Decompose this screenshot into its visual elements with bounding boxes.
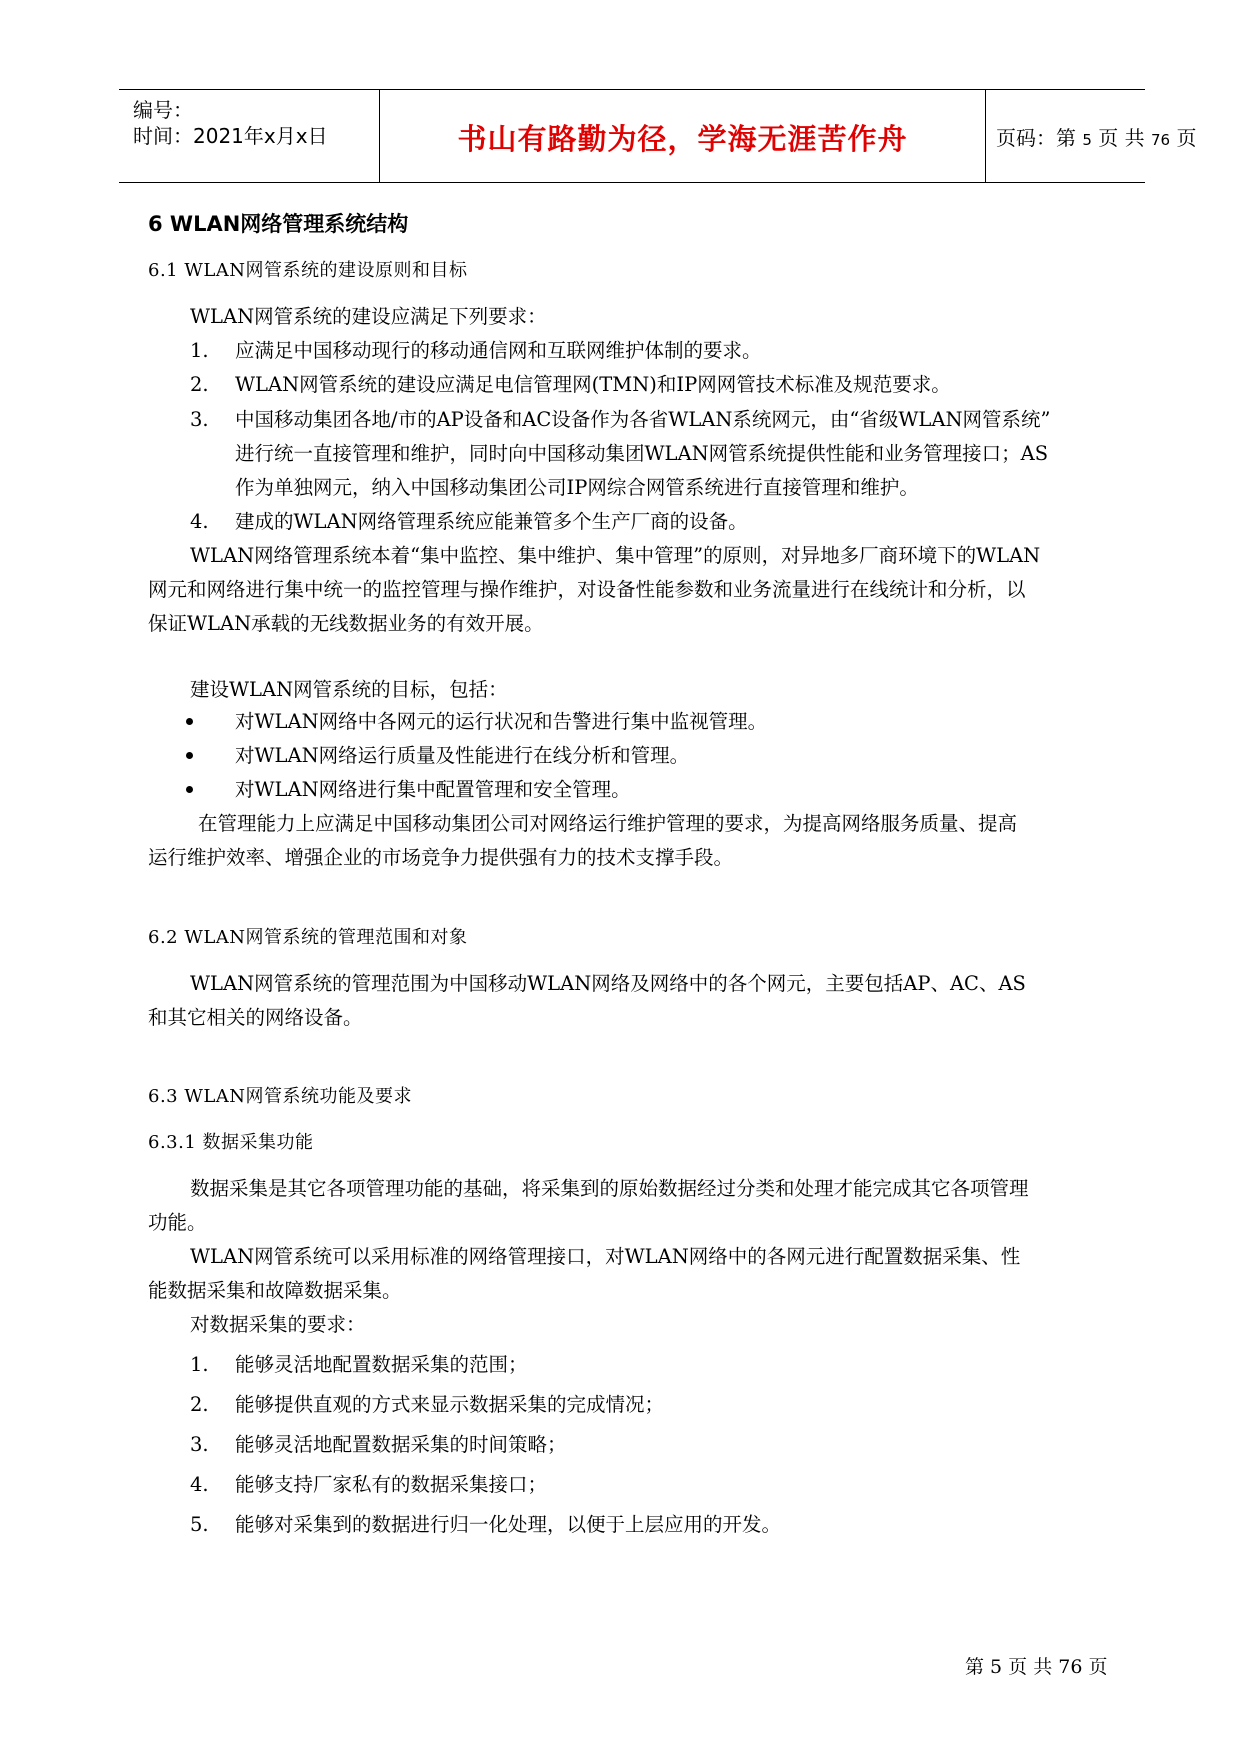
paragraph-line: 数据采集是其它各项管理功能的基础，将采集到的原始数据经过分类和处理才能完成其它各项管理 [190,1177,1029,1200]
list-item-number: 4. [190,510,209,533]
list-item-text: 能够灵活地配置数据采集的范围； [235,1353,528,1376]
list-item-text: 能够支持厂家私有的数据采集接口； [235,1473,548,1496]
document-time-label: 时间：2021年x月x日 [133,124,328,148]
list-item-text: 能够对采集到的数据进行归一化处理，以便于上层应用的开发。 [235,1513,782,1536]
page-mid: 页 共 [1098,126,1145,150]
list-item-text: 建成的WLAN网络管理系统应能兼管多个生产厂商的设备。 [235,510,748,533]
paragraph-line: 保证WLAN承载的无线数据业务的有效开展。 [148,612,544,635]
paragraph-line: WLAN网管系统的管理范围为中国移动WLAN网络及网络中的各个网元，主要包括AP、AC、AS [190,972,1026,995]
list-item-number: 4. [190,1473,209,1496]
paragraph-line: 和其它相关的网络设备。 [148,1006,363,1029]
list-item-number: 1. [190,339,209,362]
list-item-text: 能够灵活地配置数据采集的时间策略； [235,1433,567,1456]
section-6-1-intro: WLAN网管系统的建设应满足下列要求： [190,305,547,328]
list-item-number: 5. [190,1513,209,1536]
list-item-text: 应满足中国移动现行的移动通信网和互联网维护体制的要求。 [235,339,762,362]
section-6-3-heading: 6.3 WLAN网管系统功能及要求 [148,1086,413,1107]
paragraph-line: WLAN网络管理系统本着“集中监控、集中维护、集中管理”的原则，对异地多厂商环境下的WLAN [190,544,1041,567]
list-item-number: 2. [190,373,209,396]
goal-item: 对WLAN网络运行质量及性能进行在线分析和管理。 [235,744,690,767]
header-page-indicator [996,122,1196,151]
list-item-number: 2. [190,1393,209,1416]
paragraph-line: 能数据采集和故障数据采集。 [148,1279,402,1302]
header-motto: 书山有路勤为径，学海无涯苦作舟 [457,122,908,156]
page-footer: 第 5 页 共 76 页 [965,1656,1108,1678]
requirements-intro: 对数据采集的要求： [190,1313,366,1336]
list-item-text-continued: 进行统一直接管理和维护，同时向中国移动集团WLAN网管系统提供性能和业务管理接口；AS [235,442,1049,465]
page-total: 76 [1150,131,1171,149]
paragraph-line: 在管理能力上应满足中国移动集团公司对网络运行维护管理的要求，为提高网络服务质量、提高 [198,812,1018,835]
goal-item: 对WLAN网络中各网元的运行状况和告警进行集中监视管理。 [235,710,768,733]
bullet-icon [186,786,193,793]
page-header [119,89,1197,183]
list-item-text: 能够提供直观的方式来显示数据采集的完成情况； [235,1393,665,1416]
bullet-icon [186,718,193,725]
document-number-label: 编号： [133,98,193,122]
list-item-text: 中国移动集团各地/市的AP设备和AC设备作为各省WLAN系统网元，由“省级WLAN网管系统” [235,408,1051,431]
paragraph-line: 网元和网络进行集中统一的监控管理与操作维护，对设备性能参数和业务流量进行在线统计和分析，以 [148,578,1026,601]
list-item-number: 1. [190,1353,209,1376]
header-page-cell [986,90,1197,182]
page-prefix: 页码：第 [996,126,1076,150]
list-item-text-continued: 作为单独网元，纳入中国移动集团公司IP网综合网管系统进行直接管理和维护。 [235,476,919,499]
list-item-number: 3. [190,408,209,431]
section-6-1-heading: 6.1 WLAN网管系统的建设原则和目标 [148,260,468,281]
page-number: 5 [1082,131,1092,149]
list-item-text: WLAN网管系统的建设应满足电信管理网(TMN)和IP网网管技术标准及规范要求。 [235,373,951,396]
page-suffix: 页 [1176,126,1197,150]
section-title: 6 WLAN网络管理系统结构 [148,212,409,236]
header-motto-cell [379,90,986,182]
paragraph-line: 功能。 [148,1211,207,1234]
header-left-cell [119,90,379,182]
section-6-3-1-heading: 6.3.1 数据采集功能 [148,1132,314,1153]
section-6-2-heading: 6.2 WLAN网管系统的管理范围和对象 [148,927,468,948]
paragraph-line: 运行维护效率、增强企业的市场竞争力提供强有力的技术支撑手段。 [148,846,734,869]
list-item-number: 3. [190,1433,209,1456]
paragraph-line: WLAN网管系统可以采用标准的网络管理接口，对WLAN网络中的各网元进行配置数据采集、性 [190,1245,1021,1268]
bullet-icon [186,752,193,759]
goals-intro: 建设WLAN网管系统的目标，包括： [190,678,508,701]
goal-item: 对WLAN网络进行集中配置管理和安全管理。 [235,778,631,801]
